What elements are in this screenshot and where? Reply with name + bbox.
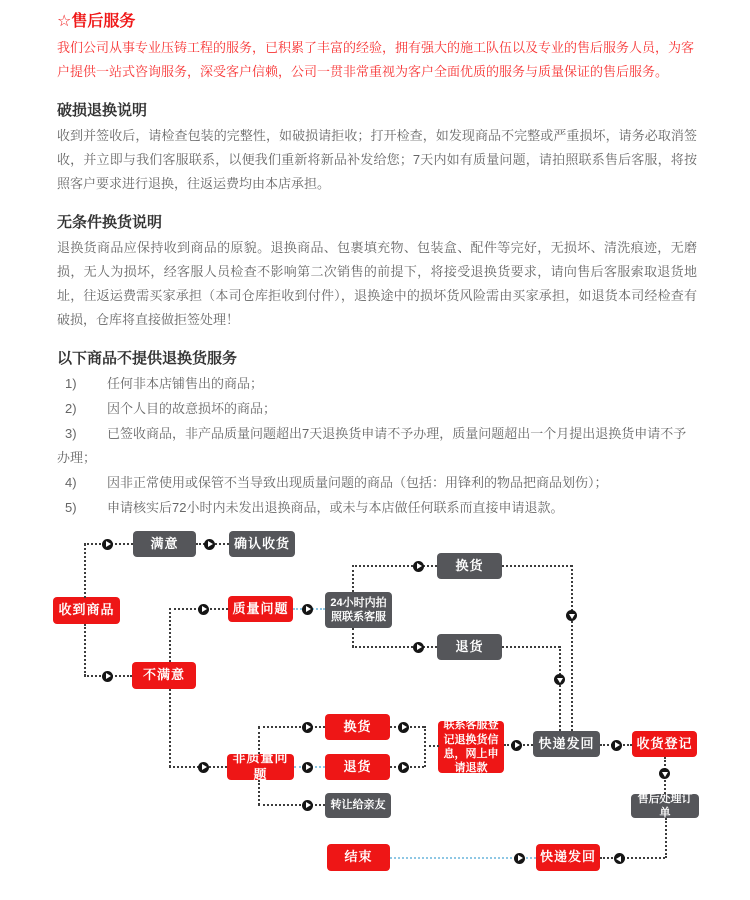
flow-arrow-icon xyxy=(611,740,622,751)
flow-connector-line xyxy=(196,543,229,545)
flow-arrow-icon xyxy=(511,740,522,751)
flow-arrow-icon xyxy=(413,642,424,653)
flow-connector-line xyxy=(665,818,667,858)
no-return-item-list xyxy=(57,372,697,520)
flow-arrow-icon xyxy=(398,722,409,733)
list-item-text: 因非正常使用或保管不当导致出现质量问题的商品（包括：用锋利的物品把商品划伤）； xyxy=(107,475,608,490)
list-item-number: 4) xyxy=(65,475,77,490)
flow-connector-line xyxy=(424,745,439,747)
flow-box-aftersale-order: 售后处理订单 xyxy=(631,794,699,818)
list-item-number: 1) xyxy=(65,376,77,391)
flow-arrow-icon xyxy=(302,762,313,773)
flow-arrow-icon xyxy=(204,539,215,550)
flow-connector-line xyxy=(390,857,536,859)
flow-connector-line xyxy=(293,608,325,610)
flow-arrow-icon xyxy=(302,800,313,811)
flow-arrow-icon xyxy=(102,539,113,550)
flow-connector-line xyxy=(258,780,260,805)
flow-connector-line xyxy=(258,727,260,754)
flow-arrow-icon xyxy=(659,768,670,779)
flow-box-confirm-receipt: 确认收货 xyxy=(229,531,295,557)
flow-box-return-request: 退货 xyxy=(325,754,390,780)
list-item xyxy=(57,422,697,470)
intro-paragraph: 我们公司从事专业压铸工程的服务，已积累了丰富的经验，拥有强大的施工队伍以及专业的售后服务人员，为客户提供一站式咨询服务，深受客户信赖，公司一贯非常重视为客户全面优质的服务与质量保证的售后服务。 xyxy=(57,40,695,79)
section-heading-no-return-items: 以下商品不提供退换货服务 xyxy=(57,350,238,367)
flow-connector-line xyxy=(424,726,426,767)
flow-connector-line xyxy=(600,857,665,859)
flow-box-contact-register: 联系客服登记退换货信息，网上申请退款 xyxy=(438,721,504,773)
flow-connector-line xyxy=(352,565,437,567)
flow-connector-line xyxy=(559,646,561,731)
list-item-text: 因个人目的故意损坏的商品； xyxy=(107,401,277,416)
flow-arrow-icon xyxy=(198,604,209,615)
flow-box-satisfied: 满意 xyxy=(133,531,196,557)
flow-box-end: 结束 xyxy=(327,844,390,871)
flow-connector-line xyxy=(504,744,533,746)
flow-arrow-icon xyxy=(302,604,313,615)
flow-arrow-icon xyxy=(554,674,565,685)
flow-connector-line xyxy=(84,544,86,598)
flow-connector-line xyxy=(571,565,573,731)
flow-arrow-icon xyxy=(614,853,625,864)
flow-box-unsatisfied: 不满意 xyxy=(132,662,196,689)
list-item xyxy=(57,372,697,396)
flow-arrow-icon xyxy=(398,762,409,773)
flow-connector-line xyxy=(169,689,171,767)
flow-arrow-icon xyxy=(102,671,113,682)
flow-connector-line xyxy=(664,757,666,794)
flow-connector-line xyxy=(294,766,325,768)
flow-box-exchange-request: 换货 xyxy=(325,714,390,740)
flow-connector-line xyxy=(502,565,572,567)
flow-arrow-icon xyxy=(198,762,209,773)
flow-connector-line xyxy=(352,565,354,592)
flow-box-non-quality-issue: 非质量问题 xyxy=(227,754,294,780)
flow-box-contact-cs-24h: 24小时内拍照联系客服 xyxy=(325,592,392,628)
flow-box-transfer-to-friend: 转让给亲友 xyxy=(325,793,391,818)
section-body-damage-return: 收到并签收后，请检查包装的完整性，如破损请拒收；打开检查，如发现商品不完整或严重损坏，请务必取消签收，并立即与我们客服联系，以便我们重新将新品补发给您；7天内如有质量问题，请拍照联系售后客服，将按照客户要求进行退换，往返运费均由本店承担。 xyxy=(57,128,697,191)
section-heading-damage-return: 破损退换说明 xyxy=(57,102,148,119)
list-item-number: 5) xyxy=(65,500,77,515)
list-item-text: 已签收商品，非产品质量问题超出7天退换货申请不予办理，质量问题超出一个月提出退换货申请不予办理； xyxy=(57,426,687,465)
flow-connector-line xyxy=(84,543,133,545)
flow-connector-line xyxy=(169,608,228,610)
section-heading-unconditional-exchange: 无条件换货说明 xyxy=(57,214,163,231)
list-item xyxy=(57,471,697,495)
flow-connector-line xyxy=(352,646,437,648)
flow-box-quality-issue: 质量问题 xyxy=(228,596,293,622)
list-item-number: 2) xyxy=(65,401,77,416)
flow-connector-line xyxy=(84,675,132,677)
section-body-unconditional-exchange: 退换货商品应保持收到商品的原貌。退换商品、包裹填充物、包装盒、配件等完好，无损坏、清洗痕迹，无磨损，无人为损坏，经客服人员检查不影响第二次销售的前提下，将接受退换货要求，请向售后客服索取退货地址，往返运费需买家承担（本司仓库拒收到付件），退换途中的损坏货风险需由买家承担，如退货本司经检查有破损，仓库将直接做拒签处理！ xyxy=(57,240,697,327)
flow-arrow-icon xyxy=(302,722,313,733)
flow-connector-line xyxy=(258,726,325,728)
flow-box-exchange-option: 换货 xyxy=(437,553,502,579)
flow-box-ship-back-final: 快递发回 xyxy=(536,844,600,871)
flow-box-ship-back: 快递发回 xyxy=(533,731,600,757)
flow-arrow-icon xyxy=(514,853,525,864)
flow-box-received: 收到商品 xyxy=(53,597,120,624)
page-title: ☆售后服务 xyxy=(57,13,136,30)
flow-box-receipt-register: 收货登记 xyxy=(632,731,697,757)
flow-arrow-icon xyxy=(566,610,577,621)
flow-box-return-option: 退货 xyxy=(437,634,502,660)
flow-connector-line xyxy=(169,608,171,662)
flow-connector-line xyxy=(502,646,560,648)
flow-arrow-icon xyxy=(413,561,424,572)
list-item-text: 申请核实后72小时内未发出退换商品，或未与本店做任何联系而直接申请退款。 xyxy=(107,500,564,515)
flow-connector-line xyxy=(600,744,632,746)
list-item-text: 任何非本店铺售出的商品； xyxy=(107,376,264,391)
flow-connector-line xyxy=(390,726,424,728)
flow-connector-line xyxy=(169,766,227,768)
flow-connector-line xyxy=(258,804,325,806)
list-item xyxy=(57,496,697,520)
list-item xyxy=(57,397,697,421)
list-item-number: 3) xyxy=(65,426,77,441)
flow-connector-line xyxy=(390,766,424,768)
flow-connector-line xyxy=(352,628,354,647)
flow-connector-line xyxy=(84,624,86,676)
